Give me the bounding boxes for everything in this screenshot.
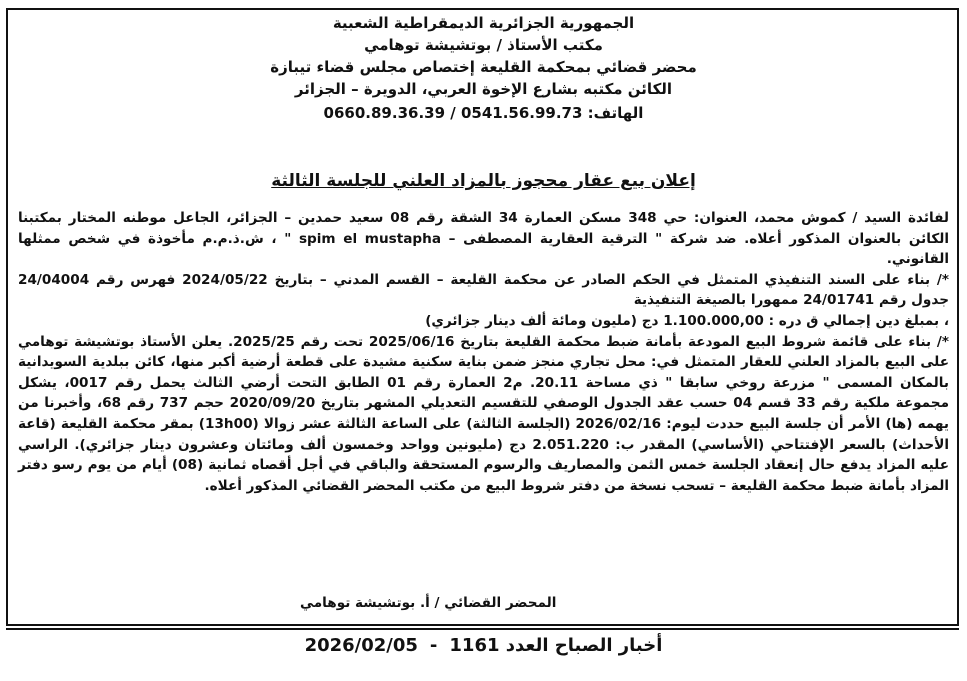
paragraph-parties: لفائدة السيد / كموش محمد، العنوان: حي 348 مسكن العمارة 34 الشقة رقم 08 سعيد حمدين – الجزائر، الجاعل موطنه المختار بمكتبنا الكائن بالعنوان المذكور أعلاه. ضد شركة " الترقية العقارية المصطفى – spim el mustapha " ، ش.ذ.م.م مأخوذة في شخص ممثلها القانوني. (18, 210, 950, 268)
paragraph-debt-amount: ، بمبلغ دين إجمالي ق دره : 1.100.000,00 دج (مليون ومائة ألف دينار جزائري) (425, 312, 949, 329)
footer (0, 634, 967, 658)
signature: المحضر القضائي / أ. بوتشيشة توهامي (300, 595, 557, 611)
footer-date: 2026/02/05 (304, 635, 418, 656)
paragraph-enforcement: */ بناء على السند التنفيذي المتمثل في الحكم الصادر عن محكمة القليعة – القسم المدني – بتاريخ 2024/05/22 فهرس رقم 24/04004 جدول رقم 24/01741 ممهورا بالصيغة التنفيذية (18, 271, 949, 309)
announcement-title: إعلان بيع عقار محجوز بالمزاد العلني للجلسة الثالثة (271, 171, 696, 191)
header-office: مكتب الأستاذ / بوتشيشة توهامي (364, 36, 603, 54)
announcement-body (18, 208, 949, 496)
header-republic: الجمهورية الجزائرية الديمقراطية الشعبية (332, 14, 635, 32)
footer-divider (6, 628, 959, 630)
header-phone: الهاتف: 0541.56.99.73 / 0660.89.36.39 (323, 104, 644, 122)
header-address: الكائن مكتبه بشارع الإخوة العربي، الدويرة – الجزائر (294, 80, 673, 98)
header-bailiff: محضر قضائي بمحكمة القليعة إختصاص مجلس قضاء تيبازة (270, 58, 697, 76)
footer-separator: - (429, 635, 438, 656)
paragraph-sale-conditions: */ بناء على قائمة شروط البيع المودعة بأمانة ضبط محكمة القليعة بتاريخ 2025/06/16 تحت رقم 2025/25. يعلن الأستاذ بوتشيشة توهامي على البيع بالمزاد العلني للعقار المتمثل في: محل تجاري منجز ضمن بناية سكنية مشيدة على قطعة أرضية أكبر منها، كائن ببلدية السويدانية بالمكان المسمى " مزرعة روخي سابقا " ذي مساحة 20.11. م2 العمارة رقم 01 الطابق التحت أرضي الثالث يحمل رقم 0017، يشكل مجموعة ملكية رقم 33 قسم 04 حسب عقد الجدول الوصفي للتقسيم التعديلي المشهر بتاريخ 2020/09/20 حجم 737 رقم 68، وأخبرنا من يهمه (ها) الأمر أن جلسة البيع حددت ليوم: 2026/02/16 (الجلسة الثالثة) على الساعة الثالثة عشر زوالا (13h00) بمقر محكمة القليعة (قاعة الأحداث) بالسعر الإفتتاحي (الأساسي) المقدر ب: 2.051.220 دج (مليونين وواحد وخمسون ألف ومائتان وعشرون دينار جزائري). الراسي عليه المزاد يدفع حال إنعقاد الجلسة خمس الثمن والمصاريف والرسوم المستحقة والباقي في أجل أقصاه ثمانية (08) أيام من يوم رسو دفتر المزاد بأمانة ضبط محكمة القليعة – تسحب نسخة من دفتر شروط البيع من مكتب المحضر القضائي المذكور أعلاه. (18, 333, 950, 494)
footer-publication: أخبار الصباح العدد 1161 (449, 635, 663, 656)
